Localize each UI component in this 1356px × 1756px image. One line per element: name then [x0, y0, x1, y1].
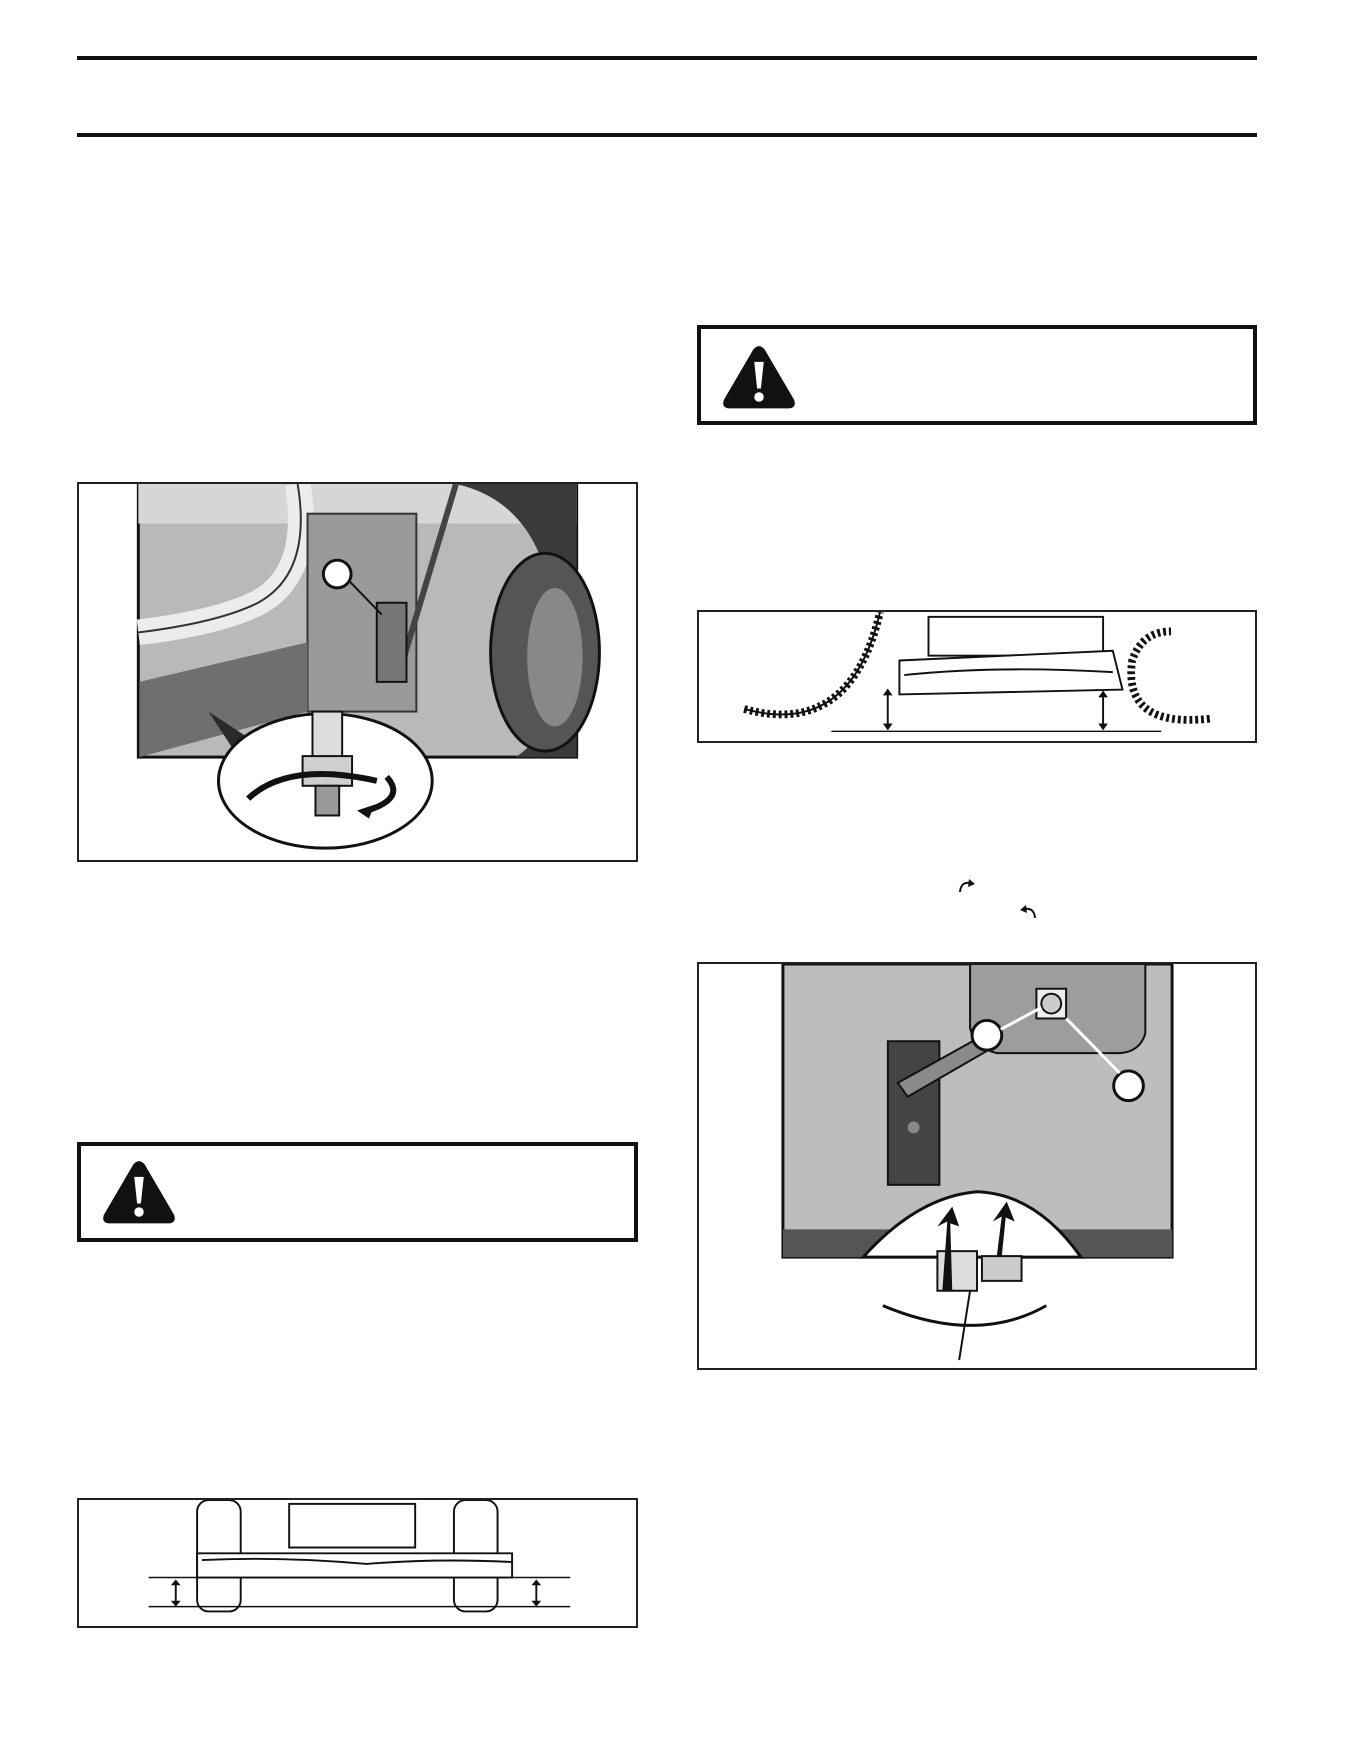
cable-adjustment-figure	[77, 482, 638, 862]
header-rule-top	[77, 56, 1257, 60]
warning-triangle-icon	[101, 1158, 177, 1228]
warning-box-right	[697, 325, 1257, 425]
callout-circle-2	[1114, 1071, 1144, 1101]
clockwise-arrow-icon	[955, 876, 981, 902]
cable-adjustment-illustration	[79, 484, 636, 860]
side-view-deck-height-figure	[697, 610, 1257, 743]
callout-circle	[323, 560, 351, 588]
deck-bracket-nut-figure	[697, 962, 1257, 1370]
side-view-illustration	[699, 612, 1255, 741]
header-rule-bottom	[77, 133, 1257, 137]
front-view-deck-height-figure	[77, 1498, 638, 1628]
counterclockwise-arrow-icon	[1014, 902, 1040, 928]
front-view-illustration	[79, 1500, 636, 1626]
warning-triangle-icon	[721, 343, 797, 413]
callout-circle-1	[972, 1020, 1002, 1050]
bracket-nut-illustration	[699, 964, 1255, 1368]
warning-box-left	[77, 1142, 638, 1242]
